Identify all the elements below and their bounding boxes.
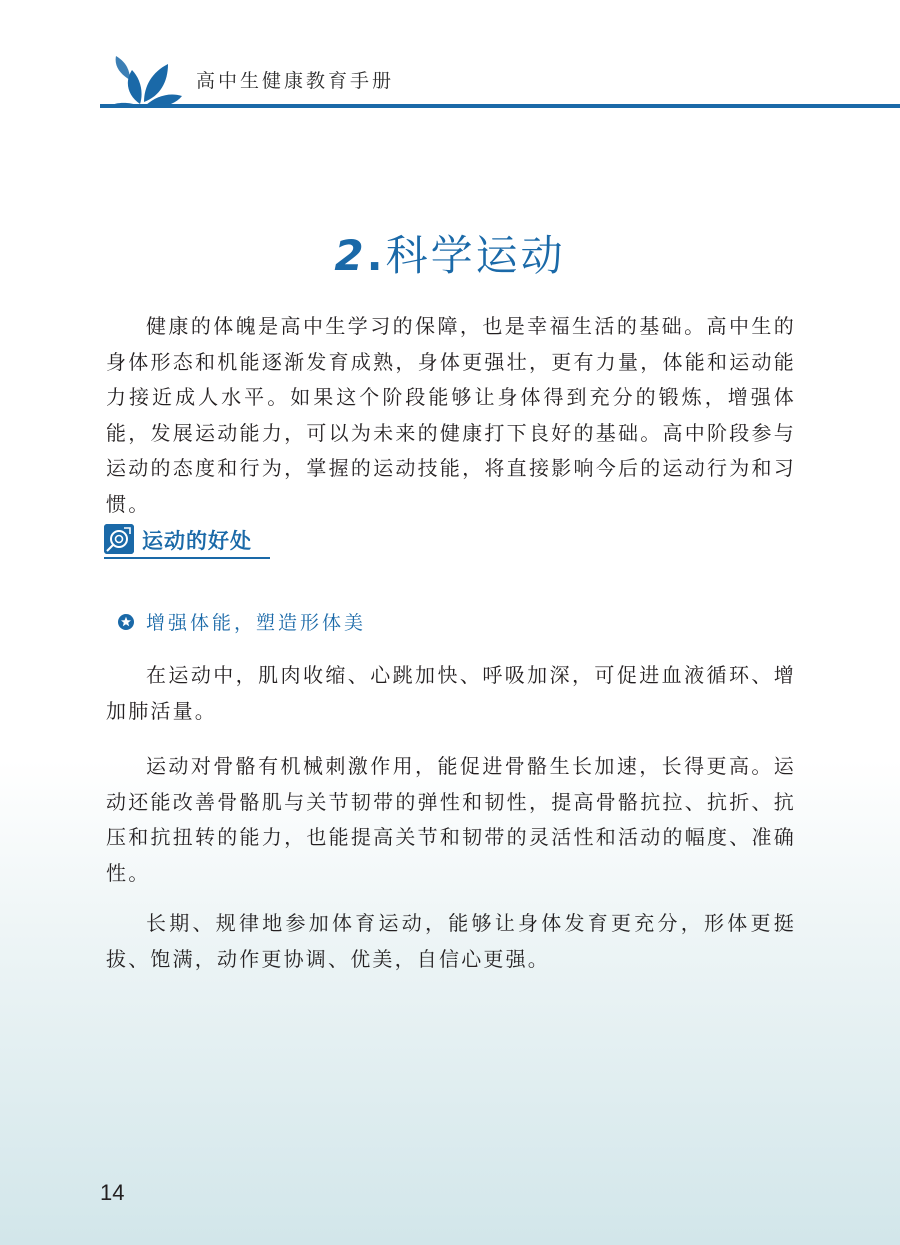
book-title: 高中生健康教育手册: [196, 70, 395, 92]
bullet-title: 增强体能，塑造形体美: [146, 612, 367, 634]
star-bullet-icon: [118, 614, 134, 630]
page-header: [0, 0, 900, 115]
body-paragraph-2: 运动对骨骼有机械刺激作用，能促进骨骼生长加速，长得更高。运动还能改善骨骼肌与关节韧带的弹性和韧性，提高骨骼抗拉、抗折、抗压和抗扭转的能力，也能提高关节和韧带的灵活性和活动的幅度、准确性。: [106, 754, 796, 885]
intro-paragraph: 健康的体魄是高中生学习的保障，也是幸福生活的基础。高中生的身体形态和机能逐渐发育成熟，身体更强壮，更有力量，体能和运动能力接近成人水平。如果这个阶段能够让身体得到充分的锻炼，增强体能，发展运动能力，可以为未来的健康打下良好的基础。高中阶段参与运动的态度和行为，掌握的运动技能，将直接影响今后的运动行为和习惯。: [106, 314, 796, 516]
body-paragraph-3: 长期、规律地参加体育运动，能够让身体发育更充分，形体更挺拔、饱满，动作更协调、优美，自信心更强。: [106, 911, 796, 971]
page-number: 14: [100, 1180, 125, 1205]
section-dot: .: [366, 231, 386, 280]
subsection-badge-icon: [104, 524, 134, 554]
subsection-title: 运动的好处: [142, 529, 252, 553]
section-title: [0, 228, 900, 284]
header-rule: [100, 104, 900, 108]
body-paragraph-1: 在运动中，肌肉收缩、心跳加快、呼吸加深，可促进血液循环、增加肺活量。: [106, 663, 796, 723]
subsection-underline: [104, 557, 270, 559]
leaves-logo-icon: [110, 52, 185, 108]
section-number: 2: [334, 231, 367, 280]
section-title-text: 科学运动: [385, 231, 566, 280]
